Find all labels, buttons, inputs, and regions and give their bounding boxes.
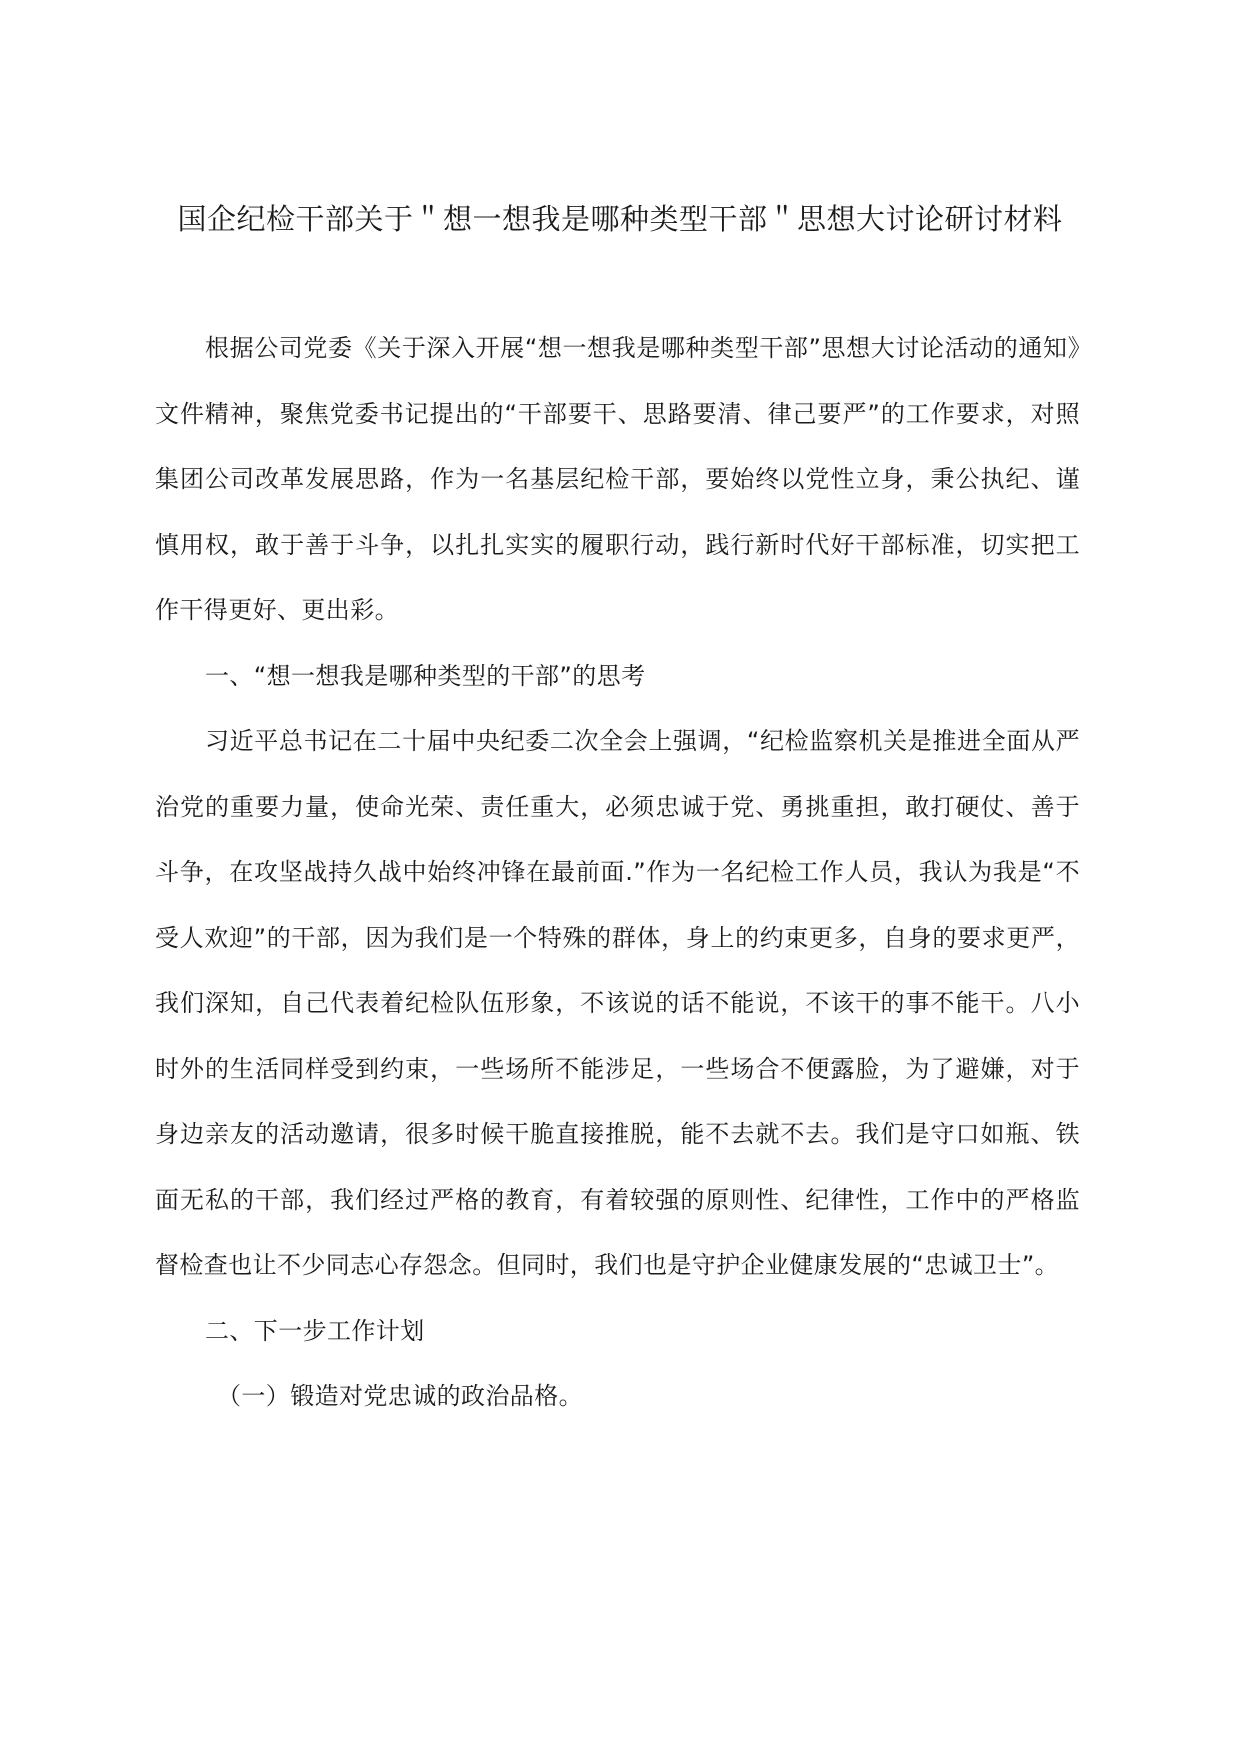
reflection-paragraph: 习近平总书记在二十届中央纪委二次全会上强调，“纪检监察机关是推进全面从严治党的重要力量，使命光荣、责任重大，必须忠诚于党、勇挑重担，敢打硬仗、善于斗争，在攻坚战持久战中始终冲锋在最前面.”作为一名纪检工作人员，我认为我是“不受人欢迎”的干部，因为我们是一个特殊的群体，身上的约束更多，自身的要求更严，我们深知，自己代表着纪检队伍形象，不该说的话不能说，不该干的事不能干。八小时外的生活同样受到约束，一些场所不能涉足，一些场合不便露脸，为了避嫌，对于身边亲友的活动邀请，很多时候干脆直接推脱，能不去就不去。我们是守口如瓶、铁面无私的干部，我们经过严格的教育，有着较强的原则性、纪律性，工作中的严格监督检查也让不少同志心存怨念。但同时，我们也是守护企业健康发展的“忠诚卫士”。: [155, 727, 1080, 1279]
section-heading-1: 一、“想一想我是哪种类型的干部”的思考: [205, 661, 646, 690]
intro-paragraph: 根据公司党委《关于深入开展“想一想我是哪种类型干部”思想大讨论活动的通知》文件精神，聚焦党委书记提出的“干部要干、思路要清、律己要严”的工作要求，对照集团公司改革发展思路，作为一名基层纪检干部，要始终以党性立身，秉公执纪、谨慎用权，敢于善于斗争，以扎扎实实的履职行动，践行新时代好干部标准，切实把工作干得更好、更出彩。: [155, 334, 1080, 624]
document-title: 国企纪检干部关于＂想一想我是哪种类型干部＂思想大讨论研讨材料: [177, 202, 1063, 236]
subsection-heading-1: （一）锻造对党忠诚的政治品格。: [217, 1382, 583, 1410]
section-heading-2: 二、下一步工作计划: [205, 1316, 425, 1345]
document-body: [155, 316, 1080, 1430]
